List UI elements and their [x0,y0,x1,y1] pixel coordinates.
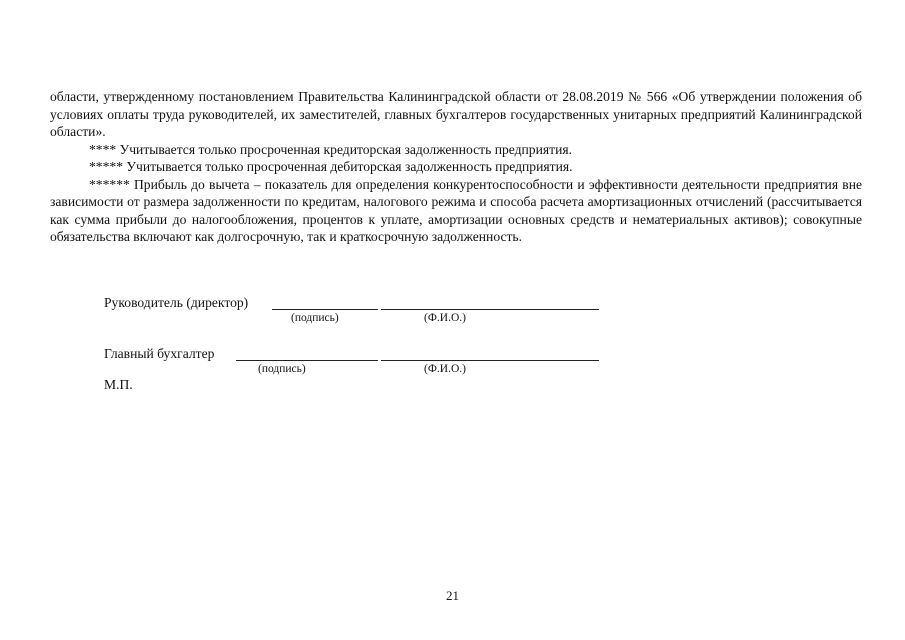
accountant-label: Главный бухгалтер [104,346,215,361]
page-number: 21 [446,588,459,603]
footnotes-section [50,88,862,246]
accountant-signature-caption: (подпись) [258,363,306,375]
accountant-signature-line [236,360,378,361]
director-name-line [381,309,599,310]
director-label: Руководитель (директор) [104,295,249,310]
footnote-overdue-receivables: ***** Учитывается только просроченная дебиторская задолженность предприятия. [89,159,573,174]
footnote-profit-definition: ****** Прибыль до вычета – показатель для определения конкурентоспособности и эффективности деятельности предприятия вне зависимости от размера задолженности по кредитам, налогового режима и способа расчета амортизационных отчислений (рассчитывается как сумма прибыли до налогообложения, процентов к уплате, амортизации основных средств и нематериальных активов); совокупные обязательства включают как долгосрочную, так и краткосрочную задолженность. [50,176,862,244]
accountant-name-caption: (Ф.И.О.) [424,363,466,375]
stamp-placeholder: М.П. [104,377,133,392]
director-signature-line [272,309,378,310]
continuation-paragraph: области, утвержденному постановлением Правительства Калининградской области от 28.08.2019 № 566 «Об утверждении положения об условиях оплаты труда руководителей, их заместителей, главных бухгалтеров государственных унитарных предприятий Калининградской области». [50,89,862,139]
director-signature-caption: (подпись) [291,312,339,324]
director-name-caption: (Ф.И.О.) [424,312,466,324]
accountant-name-line [381,360,599,361]
footnote-overdue-payables: **** Учитывается только просроченная кредиторская задолженность предприятия. [89,141,573,157]
